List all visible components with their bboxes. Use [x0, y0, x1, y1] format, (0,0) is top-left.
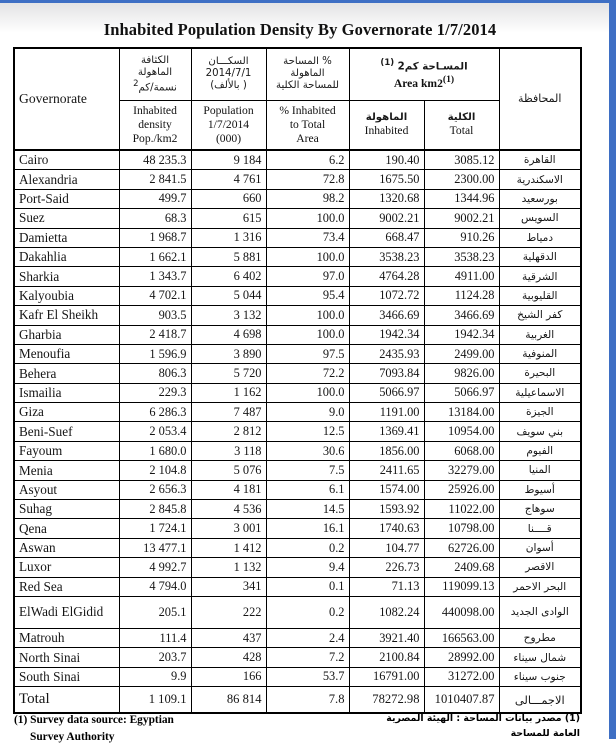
column-header-area-inhabited: [349, 100, 424, 150]
row-inhabited-density: 2 104.8: [119, 461, 191, 480]
row-inhabited-density: 4 702.1: [119, 286, 191, 305]
row-governorate-name: Sharkia: [14, 267, 119, 286]
row-area-inhabited: 226.73: [349, 558, 424, 577]
row-governorate-name-arabic: الدقهلية: [499, 247, 581, 266]
population-ar-line1: السكـــان: [208, 56, 249, 68]
table-row: [14, 519, 581, 538]
density-en-line3: Pop./km2: [132, 131, 178, 145]
row-area-total: 2300.00: [424, 170, 499, 189]
row-pct-inhabited: 14.5: [266, 500, 349, 519]
row-governorate-name-arabic: سوهاج: [499, 500, 581, 519]
row-area-inhabited: 9002.21: [349, 209, 424, 228]
row-area-total: 440098.00: [424, 596, 499, 628]
row-governorate-name-arabic: أسوان: [499, 538, 581, 557]
column-header-density-arabic: [119, 48, 191, 100]
page-right-accent-rule: [609, 0, 616, 739]
row-pct-inhabited: 6.1: [266, 480, 349, 499]
row-area-inhabited: 190.40: [349, 150, 424, 170]
density-ar-line1: الكثافة: [140, 54, 170, 66]
row-inhabited-density: 2 418.7: [119, 325, 191, 344]
density-en-line1: Inhabited: [133, 103, 177, 117]
row-area-total: 1124.28: [424, 286, 499, 305]
column-header-governorate-arabic: المحافظة: [499, 48, 581, 150]
row-area-total: 2409.68: [424, 558, 499, 577]
row-area-inhabited: 1369.41: [349, 422, 424, 441]
row-pct-inhabited: 97.0: [266, 267, 349, 286]
footnote-arabic: [386, 712, 580, 741]
row-inhabited-density: 205.1: [119, 596, 191, 628]
row-area-total: 4911.00: [424, 267, 499, 286]
row-pct-inhabited: 0.2: [266, 538, 349, 557]
row-area-total: 10954.00: [424, 422, 499, 441]
row-population: 3 001: [191, 519, 266, 538]
row-governorate-name-arabic: المنوفية: [499, 344, 581, 363]
area-group-english: Area km2$^{(1)}$: [393, 73, 455, 90]
row-population: 166: [191, 667, 266, 686]
population-ar-line3: ( بالألف): [210, 80, 247, 92]
table-row: [14, 558, 581, 577]
row-inhabited-density: 203.7: [119, 648, 191, 667]
pct-en-line2: to Total: [289, 117, 326, 131]
row-pct-inhabited: 73.4: [266, 228, 349, 247]
row-population: 4 698: [191, 325, 266, 344]
row-governorate-name: Cairo: [14, 150, 119, 170]
row-area-inhabited: 7093.84: [349, 364, 424, 383]
row-inhabited-density: 1 596.9: [119, 344, 191, 363]
row-governorate-name-arabic: القاهرة: [499, 150, 581, 170]
row-inhabited-density: 903.5: [119, 306, 191, 325]
row-governorate-name: South Sinai: [14, 667, 119, 686]
row-governorate-name: Luxor: [14, 558, 119, 577]
row-area-inhabited: 1942.34: [349, 325, 424, 344]
row-governorate-name-arabic: الشرقية: [499, 267, 581, 286]
row-governorate-name-arabic: الاسكندرية: [499, 170, 581, 189]
row-area-inhabited: 2411.65: [349, 461, 424, 480]
row-population: 7 487: [191, 403, 266, 422]
row-area-inhabited: 16791.00: [349, 667, 424, 686]
row-area-inhabited: 1856.00: [349, 441, 424, 460]
row-population: 437: [191, 628, 266, 647]
row-inhabited-density: 48 235.3: [119, 150, 191, 170]
row-area-inhabited: 2100.84: [349, 648, 424, 667]
row-population: 3 118: [191, 441, 266, 460]
row-area-inhabited: 3921.40: [349, 628, 424, 647]
footnotes: [14, 712, 580, 743]
row-governorate-name: Alexandria: [14, 170, 119, 189]
table-header: [14, 48, 581, 150]
row-governorate-name-arabic: الاقصر: [499, 558, 581, 577]
column-header-pct-inhabited-arabic: [266, 48, 349, 100]
row-pct-inhabited: 7.2: [266, 648, 349, 667]
area-inhabited-english: Inhabited: [364, 123, 409, 137]
population-en-line1: Population: [203, 103, 254, 117]
row-area-total: 1942.34: [424, 325, 499, 344]
row-inhabited-density: 4 992.7: [119, 558, 191, 577]
area-total-english: Total: [449, 123, 474, 137]
row-population: 4 761: [191, 170, 266, 189]
area-total-arabic: الكلية: [447, 111, 476, 123]
row-area-total: 5066.97: [424, 383, 499, 402]
page-title: Inhabited Population Density By Governorate 1/7/2014: [103, 20, 497, 39]
row-governorate-name: Kalyoubia: [14, 286, 119, 305]
row-governorate-name-arabic: كفر الشيخ: [499, 306, 581, 325]
pct-ar-line2: الماهولة: [290, 68, 325, 80]
row-governorate-name-arabic: دمياط: [499, 228, 581, 247]
table-footer: [14, 687, 581, 714]
row-area-total: 2499.00: [424, 344, 499, 363]
table-row: [14, 344, 581, 363]
table-row: [14, 267, 581, 286]
table-row: [14, 461, 581, 480]
row-area-total: 32279.00: [424, 461, 499, 480]
row-pct-inhabited: 100.0: [266, 247, 349, 266]
row-population: 4 181: [191, 480, 266, 499]
footnote-en-line1: (1) Survey data source: Egyptian: [14, 714, 174, 726]
row-population: 5 720: [191, 364, 266, 383]
table-row: [14, 228, 581, 247]
row-governorate-name-arabic: السويس: [499, 209, 581, 228]
row-population: 3 132: [191, 306, 266, 325]
row-governorate-name-arabic: الفيوم: [499, 441, 581, 460]
row-area-total: 166563.00: [424, 628, 499, 647]
table-row: [14, 325, 581, 344]
row-inhabited-density: 2 656.3: [119, 480, 191, 499]
row-inhabited-density: 6 286.3: [119, 403, 191, 422]
row-governorate-name-arabic: أسيوط: [499, 480, 581, 499]
row-governorate-name: Asyout: [14, 480, 119, 499]
table-row: [14, 422, 581, 441]
row-population: 9 184: [191, 150, 266, 170]
row-population: 5 044: [191, 286, 266, 305]
footnote-ar-line2: العامة للمساحة: [510, 727, 580, 739]
area-inhabited-arabic: الماهولة: [365, 111, 408, 123]
row-governorate-name: North Sinai: [14, 648, 119, 667]
population-ar-line2: 2014/7/1: [205, 68, 252, 80]
row-area-total: 3085.12: [424, 150, 499, 170]
row-area-inhabited: 668.47: [349, 228, 424, 247]
row-population: 5 881: [191, 247, 266, 266]
row-area-inhabited: 5066.97: [349, 383, 424, 402]
row-area-total: 119099.13: [424, 577, 499, 596]
total-pct-inhabited: 7.8: [266, 687, 349, 714]
row-governorate-name: Menia: [14, 461, 119, 480]
row-population: 5 076: [191, 461, 266, 480]
column-header-population-arabic: [191, 48, 266, 100]
row-area-inhabited: 2435.93: [349, 344, 424, 363]
row-population: 6 402: [191, 267, 266, 286]
row-population: 1 132: [191, 558, 266, 577]
row-area-inhabited: 1082.24: [349, 596, 424, 628]
row-area-inhabited: 1675.50: [349, 170, 424, 189]
table-row: [14, 500, 581, 519]
row-pct-inhabited: 30.6: [266, 441, 349, 460]
row-governorate-name: Fayoum: [14, 441, 119, 460]
row-pct-inhabited: 6.2: [266, 150, 349, 170]
population-en-line3: (000): [215, 131, 242, 145]
row-inhabited-density: 13 477.1: [119, 538, 191, 557]
row-pct-inhabited: 72.8: [266, 170, 349, 189]
row-population: 615: [191, 209, 266, 228]
row-population: 1 162: [191, 383, 266, 402]
column-header-pct-inhabited-en: [266, 100, 349, 150]
table-row: [14, 247, 581, 266]
row-area-inhabited: 3466.69: [349, 306, 424, 325]
row-area-total: 13184.00: [424, 403, 499, 422]
total-row: [14, 687, 581, 714]
row-governorate-name: Matrouh: [14, 628, 119, 647]
row-area-total: 25926.00: [424, 480, 499, 499]
area-group-arabic: المسـاحة كم2 $^{(1)}$: [380, 58, 468, 73]
row-inhabited-density: 1 968.7: [119, 228, 191, 247]
total-label-arabic: الاجمـــالى: [499, 687, 581, 714]
column-header-area-total: [424, 100, 499, 150]
row-pct-inhabited: 100.0: [266, 306, 349, 325]
table-row: [14, 364, 581, 383]
row-pct-inhabited: 0.2: [266, 596, 349, 628]
row-governorate-name: Gharbia: [14, 325, 119, 344]
row-inhabited-density: 4 794.0: [119, 577, 191, 596]
row-governorate-name: Damietta: [14, 228, 119, 247]
row-inhabited-density: 2 053.4: [119, 422, 191, 441]
row-population: 222: [191, 596, 266, 628]
row-inhabited-density: 1 724.1: [119, 519, 191, 538]
row-governorate-name-arabic: شمال سيناء: [499, 648, 581, 667]
table-row: [14, 209, 581, 228]
population-density-table: [13, 47, 582, 714]
column-header-density-en: [119, 100, 191, 150]
row-governorate-name: Beni-Suef: [14, 422, 119, 441]
row-pct-inhabited: 100.0: [266, 383, 349, 402]
table-body: [14, 150, 581, 687]
row-pct-inhabited: 53.7: [266, 667, 349, 686]
table-row: [14, 170, 581, 189]
row-governorate-name: Port-Said: [14, 189, 119, 208]
row-area-inhabited: 1740.63: [349, 519, 424, 538]
table-row: [14, 441, 581, 460]
row-pct-inhabited: 100.0: [266, 209, 349, 228]
row-governorate-name: Suez: [14, 209, 119, 228]
total-area-total: 1010407.87: [424, 687, 499, 714]
row-pct-inhabited: 98.2: [266, 189, 349, 208]
row-governorate-name: Kafr El Sheikh: [14, 306, 119, 325]
table-row: [14, 596, 581, 628]
row-inhabited-density: 806.3: [119, 364, 191, 383]
density-en-line2: density: [138, 117, 172, 131]
row-inhabited-density: 1 662.1: [119, 247, 191, 266]
table-row: [14, 628, 581, 647]
row-governorate-name: Suhag: [14, 500, 119, 519]
table-row: [14, 306, 581, 325]
column-header-governorate-en: Governorate: [14, 48, 119, 150]
row-governorate-name: Qena: [14, 519, 119, 538]
row-area-total: 10798.00: [424, 519, 499, 538]
row-pct-inhabited: 9.4: [266, 558, 349, 577]
column-header-area-group: [349, 48, 499, 100]
table-row: [14, 150, 581, 170]
row-governorate-name: Red Sea: [14, 577, 119, 596]
row-pct-inhabited: 72.2: [266, 364, 349, 383]
row-area-inhabited: 4764.28: [349, 267, 424, 286]
row-pct-inhabited: 16.1: [266, 519, 349, 538]
density-ar-line3: نسمة/كم$^2$: [133, 78, 177, 93]
table-row: [14, 480, 581, 499]
row-governorate-name-arabic: القليوبية: [499, 286, 581, 305]
table-row: [14, 667, 581, 686]
row-area-total: 9002.21: [424, 209, 499, 228]
row-population: 2 812: [191, 422, 266, 441]
row-population: 341: [191, 577, 266, 596]
row-governorate-name-arabic: المنيا: [499, 461, 581, 480]
table-row: [14, 648, 581, 667]
row-area-inhabited: 1072.72: [349, 286, 424, 305]
row-governorate-name: Ismailia: [14, 383, 119, 402]
row-inhabited-density: 2 845.8: [119, 500, 191, 519]
row-pct-inhabited: 95.4: [266, 286, 349, 305]
row-governorate-name-arabic: الوادى الجديد: [499, 596, 581, 628]
row-governorate-name-arabic: الغربية: [499, 325, 581, 344]
table-row: [14, 286, 581, 305]
row-pct-inhabited: 9.0: [266, 403, 349, 422]
row-governorate-name: Menoufia: [14, 344, 119, 363]
row-population: 1 412: [191, 538, 266, 557]
row-area-total: 31272.00: [424, 667, 499, 686]
footnote-en-line2: Survey Authority: [30, 730, 115, 743]
row-inhabited-density: 68.3: [119, 209, 191, 228]
row-population: 4 536: [191, 500, 266, 519]
footnote-english: [14, 712, 174, 745]
header-row-arabic: [14, 48, 581, 100]
row-area-inhabited: 1593.92: [349, 500, 424, 519]
row-area-inhabited: 1574.00: [349, 480, 424, 499]
row-pct-inhabited: 12.5: [266, 422, 349, 441]
row-area-inhabited: 1191.00: [349, 403, 424, 422]
row-governorate-name: ElWadi ElGidid: [14, 596, 119, 628]
row-area-total: 1344.96: [424, 189, 499, 208]
table-row: [14, 403, 581, 422]
total-label: Total: [14, 687, 119, 714]
total-density: 1 109.1: [119, 687, 191, 714]
row-population: 428: [191, 648, 266, 667]
row-governorate-name-arabic: البحيرة: [499, 364, 581, 383]
row-inhabited-density: 111.4: [119, 628, 191, 647]
total-population: 86 814: [191, 687, 266, 714]
row-area-inhabited: 1320.68: [349, 189, 424, 208]
row-area-total: 3466.69: [424, 306, 499, 325]
table-row: [14, 189, 581, 208]
row-governorate-name: Giza: [14, 403, 119, 422]
row-area-total: 910.26: [424, 228, 499, 247]
row-area-inhabited: 71.13: [349, 577, 424, 596]
row-area-total: 6068.00: [424, 441, 499, 460]
row-governorate-name-arabic: بني سويف: [499, 422, 581, 441]
row-area-total: 28992.00: [424, 648, 499, 667]
row-population: 3 890: [191, 344, 266, 363]
row-area-total: 3538.23: [424, 247, 499, 266]
row-inhabited-density: 499.7: [119, 189, 191, 208]
row-pct-inhabited: 2.4: [266, 628, 349, 647]
density-ar-line2: الماهولة: [137, 66, 173, 78]
total-area-inhabited: 78272.98: [349, 687, 424, 714]
row-governorate-name-arabic: مطروح: [499, 628, 581, 647]
table-row: [14, 538, 581, 557]
row-area-total: 11022.00: [424, 500, 499, 519]
row-inhabited-density: 2 841.5: [119, 170, 191, 189]
pct-en-line1: % Inhabited: [279, 103, 336, 117]
row-governorate-name-arabic: جنوب سيناء: [499, 667, 581, 686]
row-population: 660: [191, 189, 266, 208]
row-pct-inhabited: 0.1: [266, 577, 349, 596]
row-pct-inhabited: 100.0: [266, 325, 349, 344]
row-population: 1 316: [191, 228, 266, 247]
row-governorate-name-arabic: قــــنا: [499, 519, 581, 538]
row-inhabited-density: 1 343.7: [119, 267, 191, 286]
pct-ar-line1: % المساحة: [283, 56, 332, 68]
row-governorate-name-arabic: البحر الاحمر: [499, 577, 581, 596]
pct-en-line3: Area: [296, 131, 319, 145]
table-row: [14, 383, 581, 402]
row-governorate-name: Behera: [14, 364, 119, 383]
population-en-line2: 1/7/2014: [207, 117, 250, 131]
row-area-total: 9826.00: [424, 364, 499, 383]
row-inhabited-density: 229.3: [119, 383, 191, 402]
column-header-population-en: [191, 100, 266, 150]
row-pct-inhabited: 7.5: [266, 461, 349, 480]
row-governorate-name: Aswan: [14, 538, 119, 557]
row-governorate-name: Dakahlia: [14, 247, 119, 266]
row-governorate-name-arabic: الاسماعيلية: [499, 383, 581, 402]
row-governorate-name-arabic: الجيزة: [499, 403, 581, 422]
row-area-inhabited: 3538.23: [349, 247, 424, 266]
footnote-ar-line1: (1) مصدر بيانات المساحة : الهيئة المصرية: [386, 713, 580, 724]
row-inhabited-density: 1 680.0: [119, 441, 191, 460]
pct-ar-line3: للمساحة الكلية: [275, 80, 340, 92]
row-area-inhabited: 104.77: [349, 538, 424, 557]
row-area-total: 62726.00: [424, 538, 499, 557]
row-pct-inhabited: 97.5: [266, 344, 349, 363]
row-inhabited-density: 9.9: [119, 667, 191, 686]
table-row: [14, 577, 581, 596]
row-governorate-name-arabic: بورسعيد: [499, 189, 581, 208]
